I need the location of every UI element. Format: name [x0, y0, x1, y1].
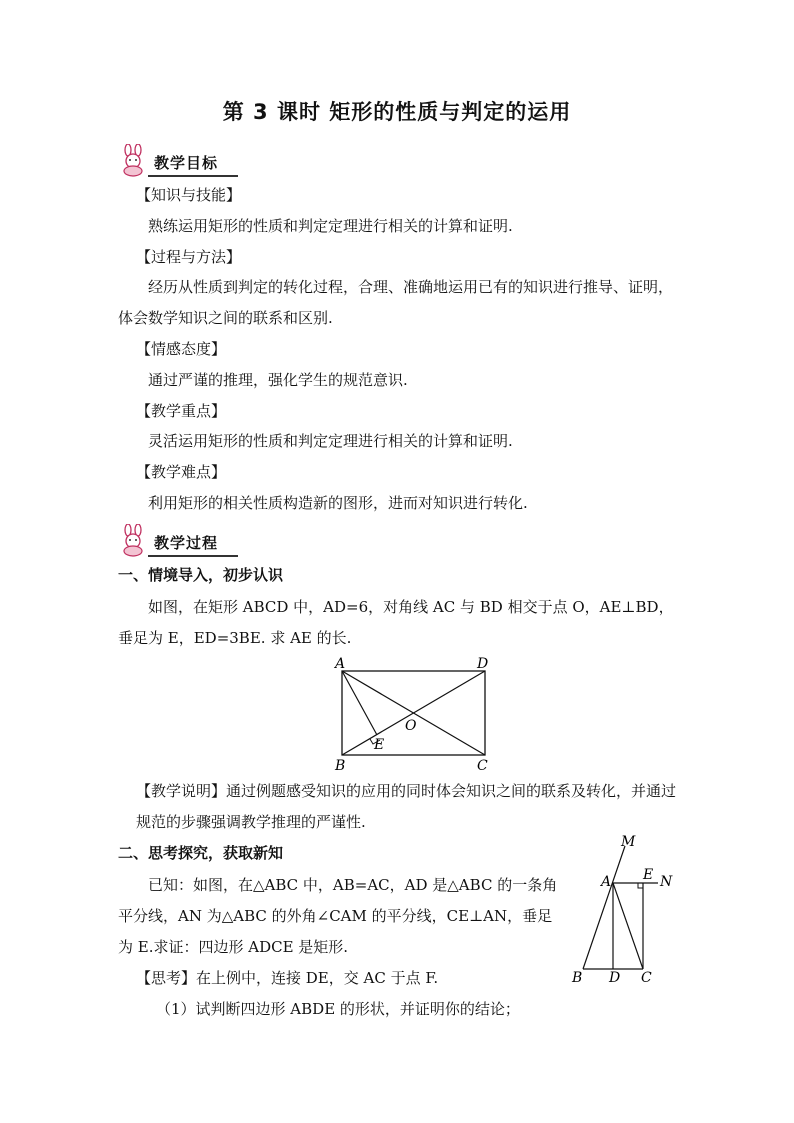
- focus-body: 灵活运用矩形的性质和判定定理进行相关的计算和证明.: [148, 432, 513, 450]
- label-M: M: [621, 834, 636, 850]
- attitude-body: 通过严谨的推理，强化学生的规范意识.: [148, 371, 408, 389]
- figure-rectangle-abcd: [325, 652, 505, 774]
- label-B2: B: [572, 970, 583, 986]
- figure-triangle-abc: [568, 834, 680, 988]
- part1-heading: 一、情境导入，初步认识: [118, 566, 284, 584]
- label-E2: E: [643, 867, 654, 883]
- rabbit-mascot-icon: [118, 144, 152, 178]
- page-title: 第 3 课时 矩形的性质与判定的运用: [222, 100, 572, 124]
- method-heading: 【过程与方法】: [136, 248, 242, 266]
- label-B: B: [335, 758, 346, 774]
- section-title-process: 教学过程: [154, 534, 219, 552]
- difficulty-body: 利用矩形的相关性质构造新的图形，进而对知识进行转化.: [148, 494, 528, 512]
- part1-problem: 如图，在矩形 ABCD 中，AD=6，对角线 AC 与 BD 相交于点 O，AE⊥BD，垂足为 E，ED=3BE. 求 AE 的长.: [118, 598, 674, 647]
- label-E: E: [374, 737, 385, 753]
- part2-question-1: （1）试判断四边形 ABDE 的形状，并证明你的结论；: [156, 1000, 520, 1018]
- difficulty-heading: 【教学难点】: [136, 463, 227, 481]
- part2-heading: 二、思考探究，获取新知: [118, 844, 284, 862]
- knowledge-body: 熟练运用矩形的性质和判定定理进行相关的计算和证明.: [148, 217, 513, 235]
- section-title-objectives: 教学目标: [154, 154, 219, 172]
- label-O: O: [405, 718, 417, 734]
- method-body: 经历从性质到判定的转化过程，合理、准确地运用已有的知识进行推导、证明，体会数学知识之间的联系和区别.: [118, 278, 674, 327]
- rabbit-mascot-icon: [118, 524, 152, 558]
- label-A: A: [335, 656, 346, 672]
- section-badge-process: [118, 524, 238, 558]
- label-A2: A: [601, 874, 612, 890]
- label-D2: D: [609, 970, 621, 986]
- knowledge-heading: 【知识与技能】: [136, 186, 242, 204]
- focus-heading: 【教学重点】: [136, 402, 227, 420]
- label-N: N: [660, 874, 673, 890]
- label-C2: C: [641, 970, 652, 986]
- part1-note: 【教学说明】通过例题感受知识的应用的同时体会知识之间的联系及转化，并通过规范的步骤强调教学推理的严谨性.: [136, 782, 677, 831]
- part2-problem: 已知：如图，在△ABC 中，AB=AC，AD 是△ABC 的一条角平分线，AN 为△ABC 的外角∠CAM 的平分线，CE⊥AN，垂足为 E.求证：四边形 ADCE 是矩形.: [118, 876, 558, 956]
- label-D: D: [477, 656, 489, 672]
- label-C: C: [477, 758, 488, 774]
- part2-think: 【思考】在上例中，连接 DE，交 AC 于点 F.: [136, 969, 439, 987]
- section-badge-objectives: [118, 144, 238, 178]
- attitude-heading: 【情感态度】: [136, 340, 227, 358]
